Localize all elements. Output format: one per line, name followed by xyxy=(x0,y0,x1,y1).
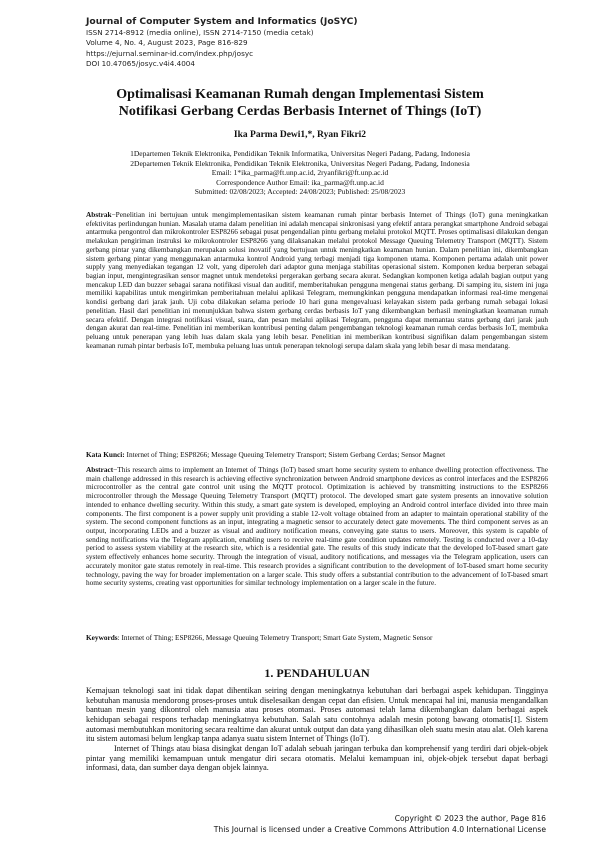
title-line-2: Notifikasi Gerbang Cerdas Berbasis Internet of Things (IoT) xyxy=(118,104,482,119)
kata-kunci-block xyxy=(86,450,548,459)
authors: Ika Parma Dewi1,*, Ryan Fikri2 xyxy=(233,130,367,140)
keywords-text: : Internet of Thing; ESP8266, Message Queuing Telemetry Transport; Smart Gate System, Magnetic Sensor xyxy=(117,633,433,642)
intro-paragraph-1: Kemajuan teknologi saat ini tidak dapat dihentikan seiring dengan meningkatnya kebutuhan dari berbagai aspek kehidupan. Tingginya kebutuhan manusia mendorong proses-proses untuk diselesaikan dengan cepat dan efisien. Untuk mencapai hal ini, manusia mengandalkan bantuan mesin yang dikontrol oleh manusia atau proses otomasi. Proses automasi telah lama dikembangkan dalam berbagai aspek kehidupan sebagai respons terhadap meningkatnya kebutuhan. Salah satu contohnya adalah mesin potong bawang otomatis[1]. Sistem automasi membutuhkan monitoring secara realtime dan akurat untuk output dan data yang dihasilkan oleh suatu mesin atau alat. Oleh karena itu sistem automasi belum lengkap tanpa adanya suatu sistem Internet of Things (IoT). xyxy=(86,686,548,744)
abstrak-text: −Penelitian ini bertujuan untuk mengimplementasikan sistem keamanan rumah pintar berbasis Internet of Things (IoT) guna meningkatkan efektivitas perlindungan hunian. Masalah utama dalam penelitian ini adalah mencapai sinkronisasi yang efektif antara perangkat smartphone Android sebagai antarmuka pengontrol dan mikrokontroler ESP8266 sebagai pusat pengendalian pintu gerbang melalui protokol MQTT. Proses optimalisasi dilakukan dengan melakukan pengiriman instruksi ke mikrokontroler ESP8266 yang dilaksanakan melalui protokol Message Queuing Telemetry Transport (MQTT). Sistem gerbang pintar yang dikembangkan merupakan solusi inovatif yang bertujuan untuk meningkatkan keamanan hunian. Dalam penelitian ini, dikembangkan sistem gerbang pintar yang menggunakan antarmuka kontrol Android yang terbagi menjadi tiga komponen utama. Komponen pertama adalah unit power supply yang menyediakan tegangan 12 volt, yang diperoleh dari adaptor guna menjaga stabilitas operasional sistem. Komponen kedua berperan sebagai bagian input, mengintegrasikan sensor magnet untuk mendeteksi pergerakan gerbang secara akurat. Sedangkan komponen ketiga adalah bagian output yang mencakup LED dan buzzer sebagai sarana notifikasi visual dan auditif, memberitahukan pengguna mengenai status gerbang. Di samping itu, sistem ini juga memiliki kapabilitas untuk mengirimkan pemberitahuan melalui aplikasi Telegram, memungkinkan pengguna mendapatkan informasi real-time mengenai kondisi gerbang dari jarak jauh. Uji coba dilakukan selama periode 10 hari guna mengevaluasi kelayakan sistem pada gerbang rumah sebagai lokasi penelitian. Hasil dari penelitian ini menunjukkan bahwa sistem gerbang cerdas berbasis IoT yang dikembangkan berhasil meningkatkan keamanan rumah secara efektif. Dengan integrasi notifikasi visual, suara, dan pesan melalui aplikasi Telegram, pengguna dapat memantau status gerbang dari jarak jauh dengan akurat dan real-time. Penelitian ini memberikan kontribusi penting dalam pengembangan teknologi keamanan rumah cerdas berbasis IoT, membuka peluang untuk penerapan yang lebih luas dalam skala yang lebih besar. Penelitian ini memberikan kontribusi signifikan dalam pengembangan sistem keamanan rumah pintar berbasis IoT, membuka peluang luas untuk penerapan teknologi serupa dalam skala yang lebih besar di masa mendatang. xyxy=(86,210,548,350)
kata-kunci-label: Kata Kunci: xyxy=(86,450,125,459)
affiliation-1: 1Departemen Teknik Elektronika, Pendidikan Teknik Informatika, Universitas Negeri Padang, Padang, Indonesia xyxy=(130,149,470,158)
title-line-1: Optimalisasi Keamanan Rumah dengan Implementasi Sistem xyxy=(116,87,484,102)
affiliation-2: 2Departemen Teknik Elektronika, Pendidikan Teknik Elektronika, Universitas Negeri Padang, Padang, Indonesia xyxy=(130,158,470,168)
abstract-text: −This research aims to implement an Internet of Things (IoT) based smart home security system to enhance dwelling protection effectiveness. The main challenge addressed in this research is achieving effective synchronization between Android smartphone devices as control interfaces and the ESP8266 microcontroller as the central gate control unit using the MQTT protocol. Optimization is achieved by transmitting instructions to the ESP8266 microcontroller through the Message Queuing Telemetry Transport (MQTT) protocol. The developed smart gate system presents an innovative solution intended to enhance dwelling security. Within this study, a smart gate system is developed, employing an Android control interface divided into three main components. The first component is a power supply unit providing a stable 12-volt voltage obtained from an adapter to maintain operational stability of the system. The second component functions as an input, integrating a magnetic sensor to accurately detect gate movements. The third component serves as an output, incorporating LEDs and a buzzer as visual and auditory notification means, conveying gate status to users. Moreover, this system is capable of sending notifications via the Telegram application, enabling users to receive real-time gate condition updates remotely. Testing is conducted over a 10-day period to assess system viability at the research site, which is a residential gate. The results of this study indicate that the developed IoT-based smart gate system effectively enhances home security. Through the integration of visual, auditory notifications, and messages via the Telegram application, users can accurately monitor gate status remotely in real-time. This research provides a significant contribution to the development of IoT-based smart home security technology, paving the way for broader implementation on a larger scale. This study offers a substantial contribution to the advancement of IoT-based smart home security systems, creating vast opportunities for similar technology implementation on a larger scale in the future. xyxy=(86,465,548,588)
paper-title xyxy=(60,86,540,120)
journal-header xyxy=(86,15,516,70)
kata-kunci-text: Internet of Thing; ESP8266; Message Queuing Telemetry Transport; Sistem Gerbang Cerdas; Sensor Magnet xyxy=(124,450,446,459)
journal-name: Journal of Computer System and Informatics (JoSYC) xyxy=(86,16,358,27)
section-heading: 1. PENDAHULUAN xyxy=(264,666,370,680)
journal-volume: Volume 4, No. 4, August 2023, Page 816-829 xyxy=(86,38,248,48)
journal-issn: ISSN 2714-8912 (media online), ISSN 2714-7150 (media cetak) xyxy=(86,28,314,37)
abstract-label: Abstract xyxy=(86,465,114,474)
journal-doi[interactable]: DOI 10.47065/josyc.v4i4.4004 xyxy=(86,59,195,69)
introduction-body xyxy=(86,686,548,773)
page-footer xyxy=(150,813,546,835)
author-emails: Email: 1*ika_parma@ft.unp.ac.id, 2ryanfikri@ft.unp.ac.id xyxy=(211,168,389,178)
correspondence-email: Correspondence Author Email: ika_parma@ft.unp.ac.id xyxy=(216,177,384,187)
footer-copyright: Copyright © 2023 the author, Page 816 xyxy=(394,814,546,823)
keywords-block xyxy=(86,633,548,642)
footer-license[interactable]: This Journal is licensed under a Creative Commons Attribution 4.0 International License xyxy=(213,825,546,834)
affiliations xyxy=(60,149,540,197)
abstrak-block xyxy=(86,211,548,351)
keywords-label: Keywords xyxy=(86,633,118,642)
abstrak-label: Abstrak xyxy=(86,210,112,219)
submission-dates: Submitted: 02/08/2023; Accepted: 24/08/2023; Published: 25/08/2023 xyxy=(194,187,406,197)
abstract-block xyxy=(86,466,548,588)
journal-url[interactable]: https://ejurnal.seminar-id.com/index.php/josyc xyxy=(86,48,254,58)
intro-paragraph-2: Internet of Things atau biasa disingkat dengan IoT adalah sebuah jaringan terbuka dan komprehensif yang terdiri dari objek-objek pintar yang memiliki kemampuan untuk mengatur diri secara otomatis. Melalui kemampuan ini, objek-objek tersebut dapat berbagi informasi, data, dan sumber daya dengan objek lainnya. xyxy=(86,743,548,773)
